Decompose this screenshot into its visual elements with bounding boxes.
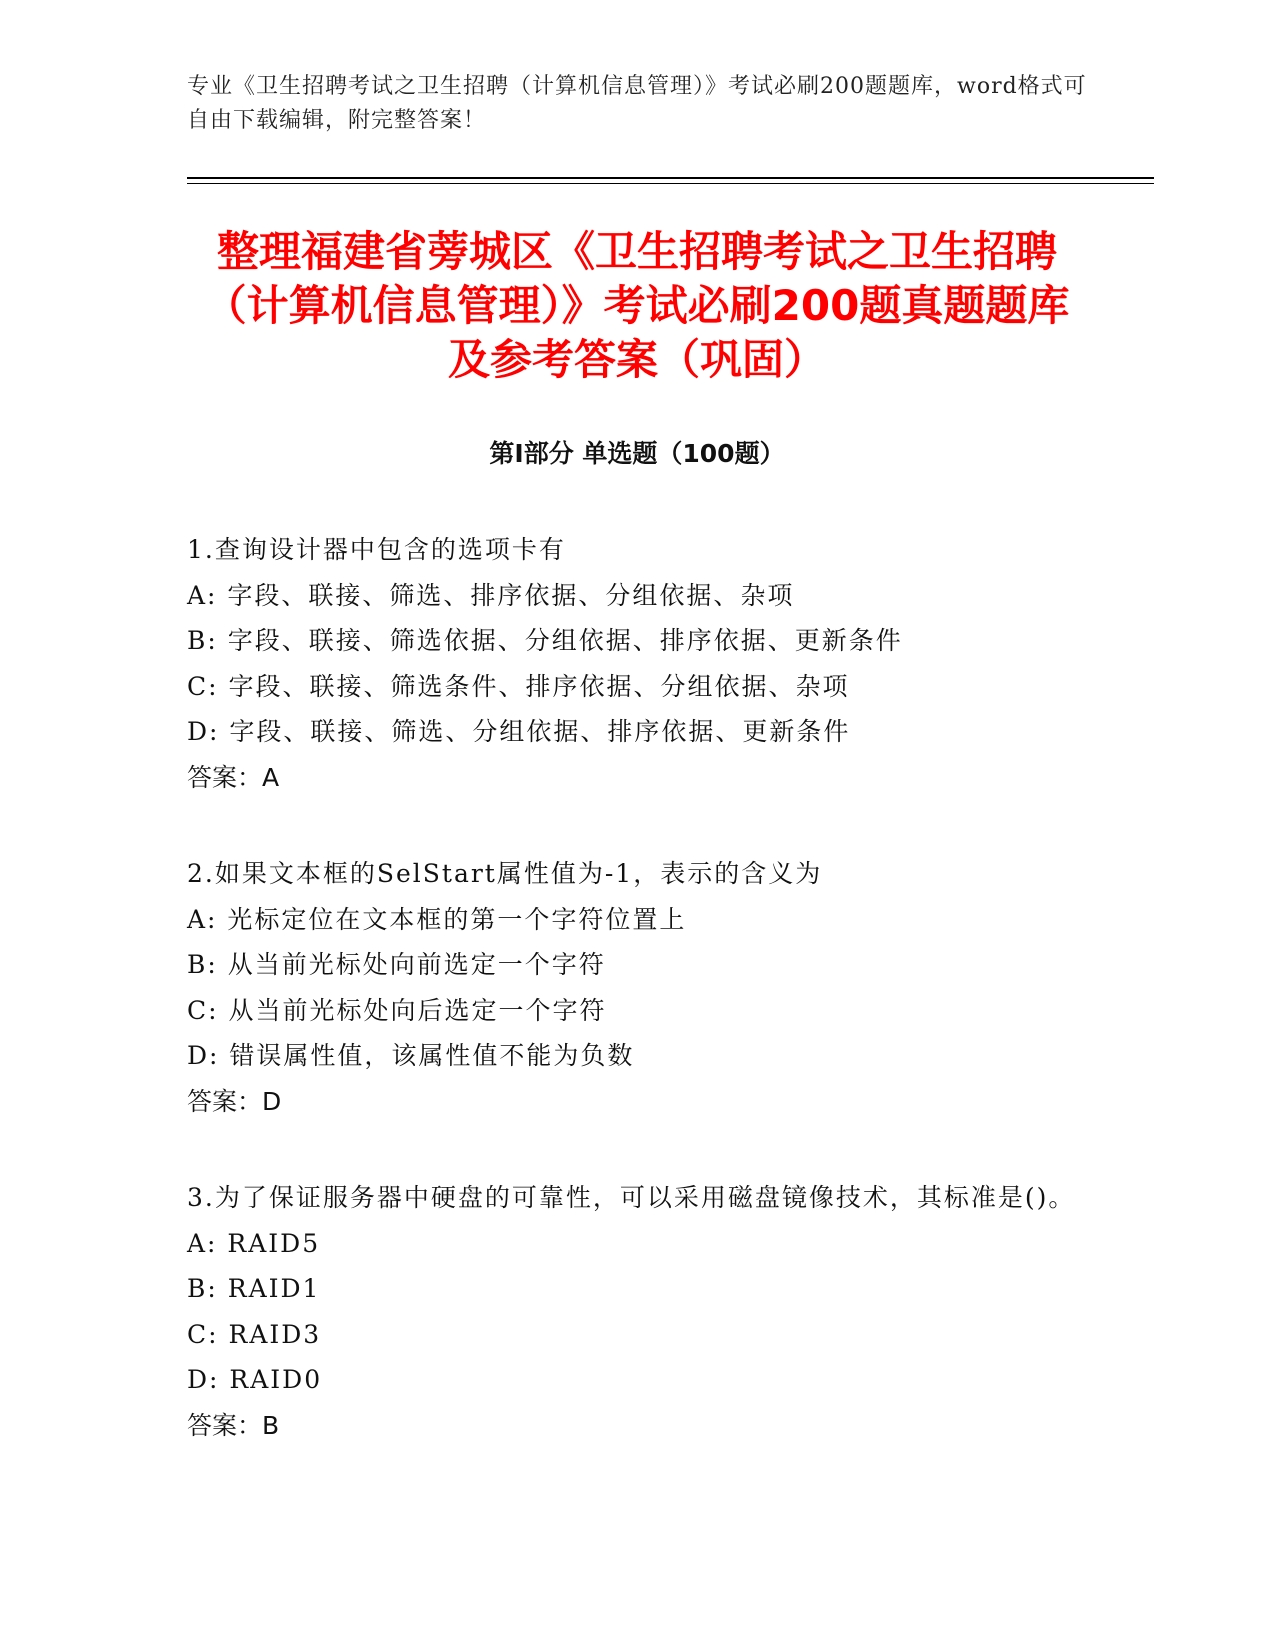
question-list: [187, 527, 1087, 1499]
answer: 答案：A: [187, 762, 280, 792]
section-heading: 第I部分 单选题（100题）: [489, 439, 785, 468]
option-d: D: RAID0: [187, 1365, 323, 1394]
option-c: C: 从当前光标处向后选定一个字符: [187, 995, 607, 1025]
question-item: [187, 851, 1087, 1124]
option-b: B: 从当前光标处向前选定一个字符: [187, 950, 606, 979]
option-b: B: 字段、联接、筛选依据、分组依据、排序依据、更新条件: [187, 626, 903, 655]
document-title: 整理福建省蒡城区《卫生招聘考试之卫生招聘（计算机信息管理）》考试必刷200题真题题库及参考答案（巩固）: [204, 227, 1070, 384]
question-stem: 2.如果文本框的SelStart属性值为-1，表示的含义为: [187, 859, 823, 888]
option-a: A: 光标定位在文本框的第一个字符位置上: [187, 904, 687, 934]
question-stem: 1.查询设计器中包含的选项卡有: [187, 535, 566, 564]
option-a: A: 字段、联接、筛选、排序依据、分组依据、杂项: [187, 580, 795, 610]
option-d: D: 字段、联接、筛选、分组依据、排序依据、更新条件: [187, 717, 851, 746]
answer: 答案：B: [187, 1410, 280, 1440]
question-item: [187, 527, 1087, 800]
option-d: D: 错误属性值，该属性值不能为负数: [187, 1041, 635, 1070]
option-a: A: RAID5: [187, 1228, 321, 1258]
header-divider-thin: [187, 183, 1154, 184]
answer: 答案：D: [187, 1086, 282, 1116]
question-item: [187, 1175, 1087, 1448]
option-c: C: RAID3: [187, 1319, 322, 1349]
header-divider-thick: [187, 177, 1154, 179]
question-stem: 3.为了保证服务器中硬盘的可靠性，可以采用磁盘镜像技术，其标准是()。: [187, 1183, 1076, 1212]
option-b: B: RAID1: [187, 1274, 321, 1303]
intro-text: 专业《卫生招聘考试之卫生招聘（计算机信息管理）》考试必刷200题题库，word格式可自由下载编辑，附完整答案！: [187, 74, 1087, 133]
option-c: C: 字段、联接、筛选条件、排序依据、分组依据、杂项: [187, 671, 850, 701]
